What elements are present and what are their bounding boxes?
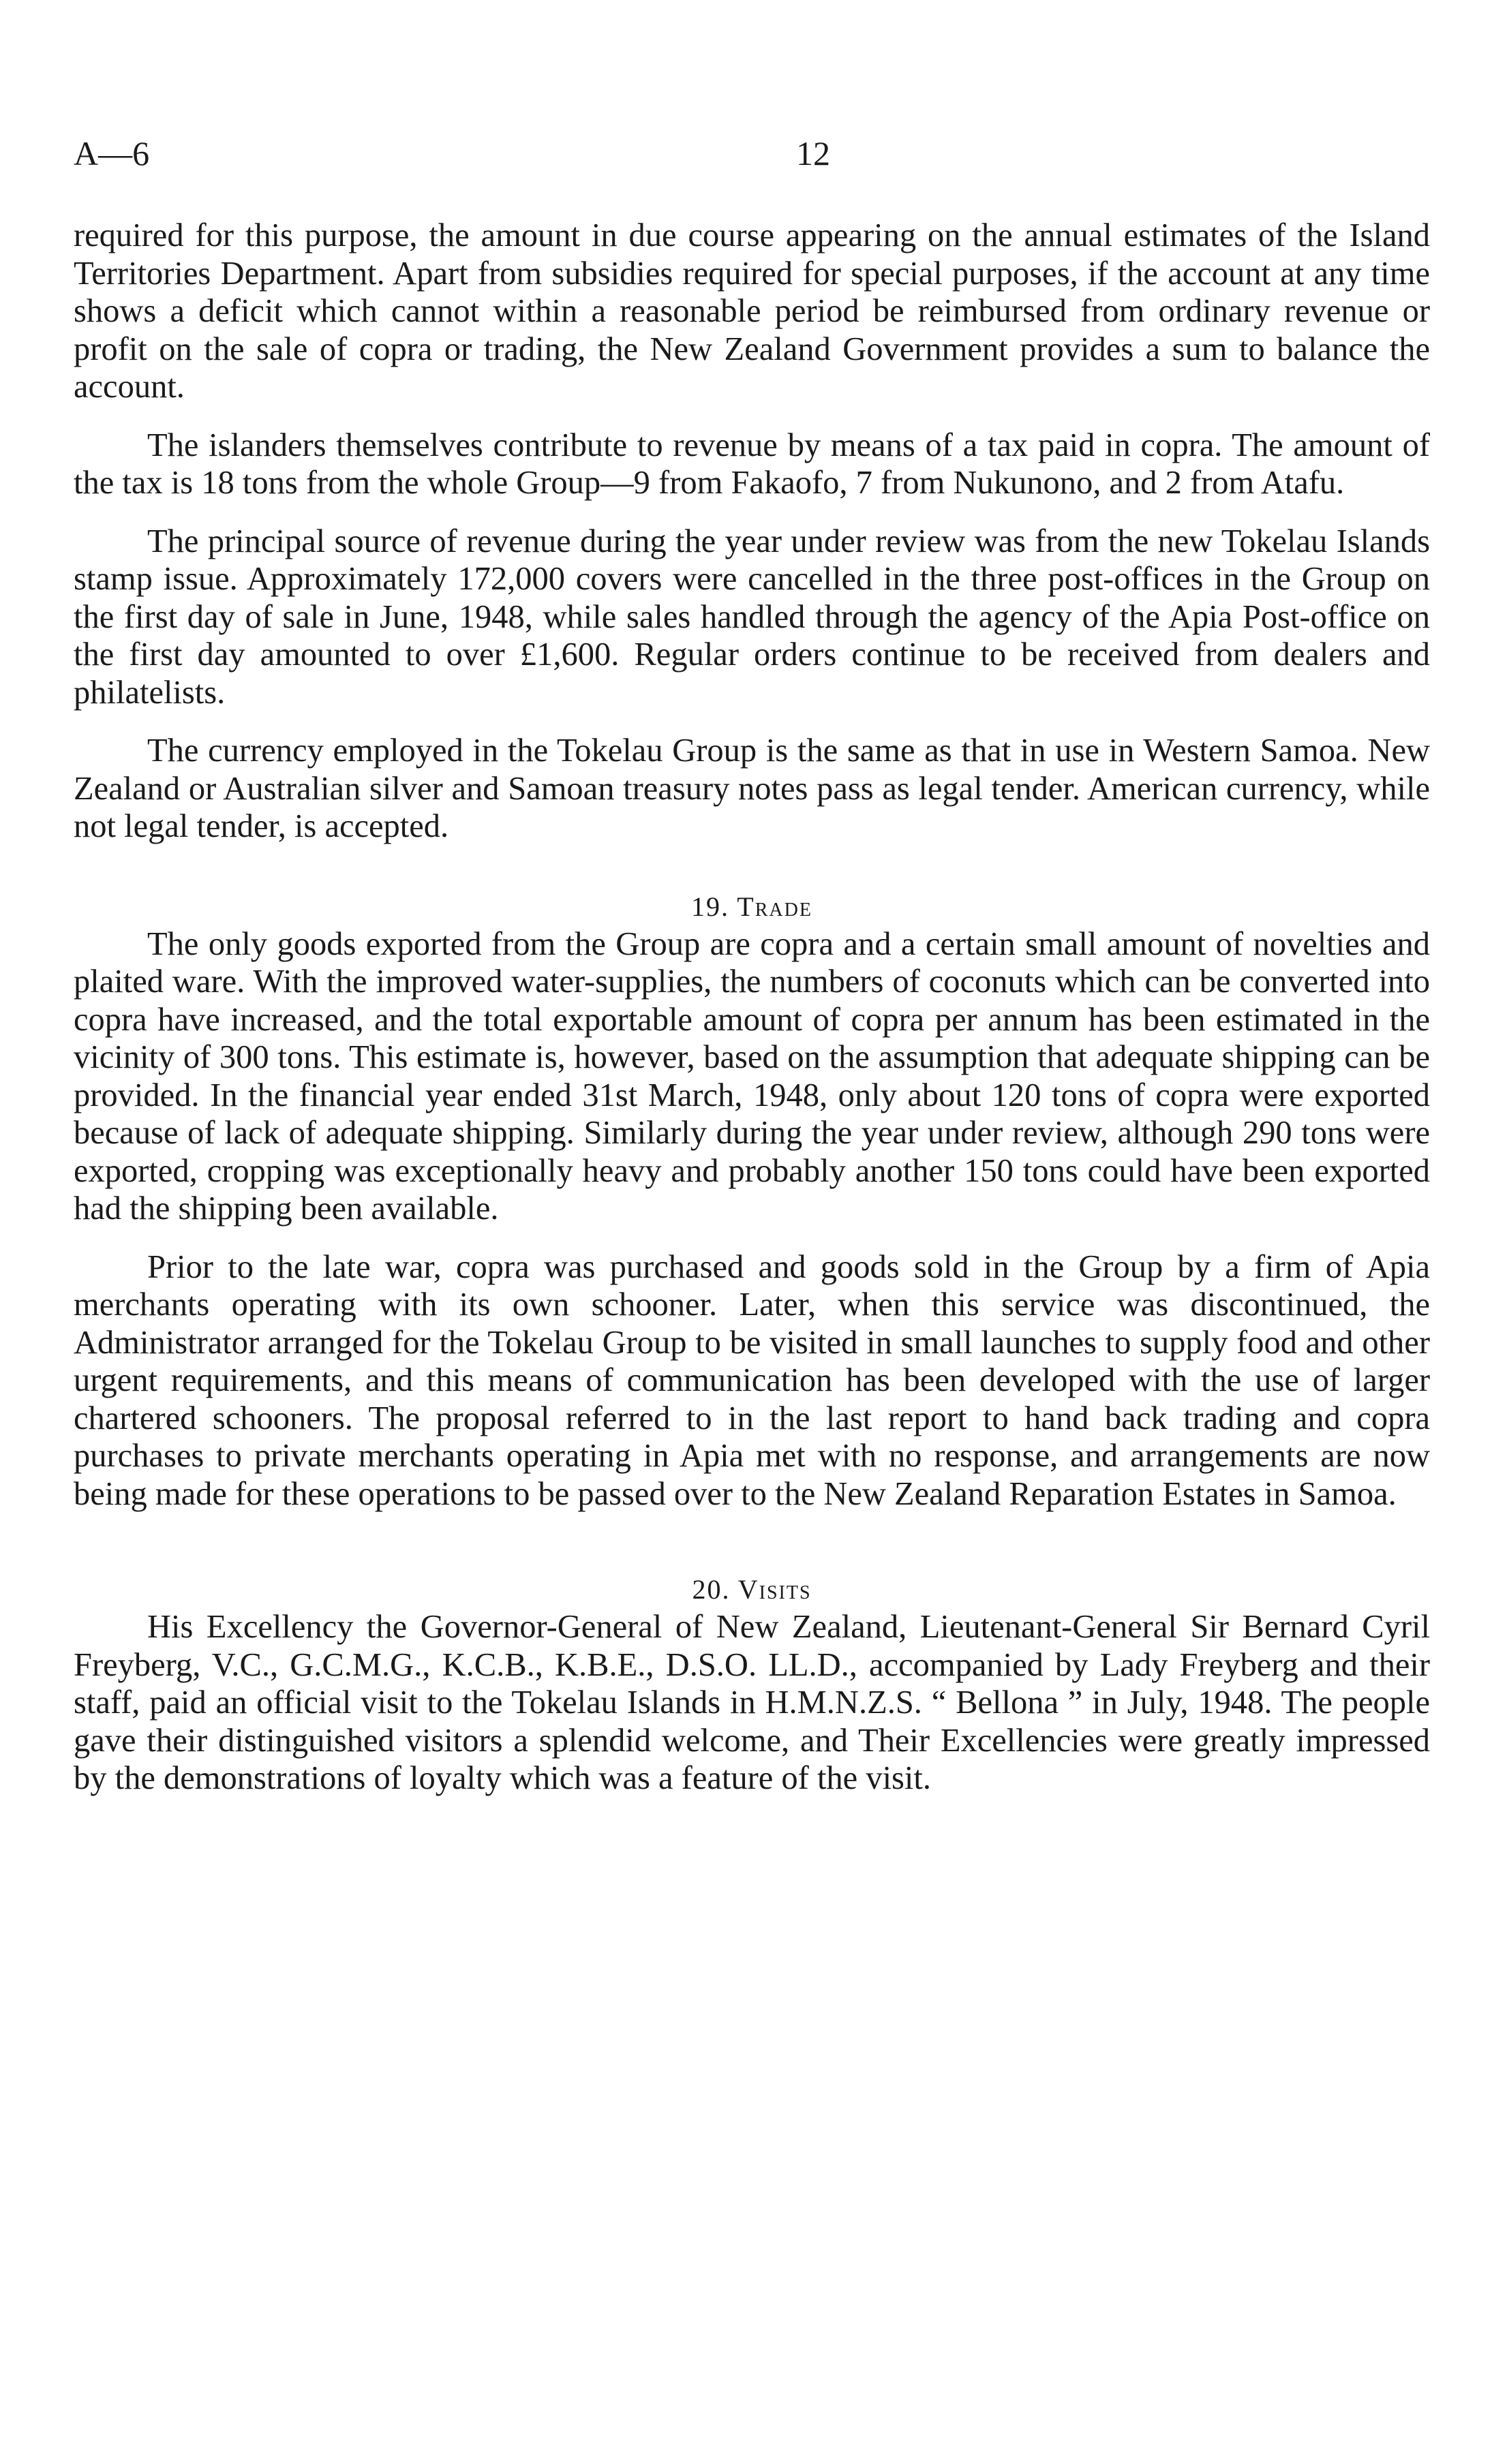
section-heading-visits: 20. Visits <box>692 1574 812 1605</box>
page-header <box>74 129 1423 177</box>
section-heading-trade: 19. Trade <box>691 891 812 922</box>
document-reference: A—6 <box>74 134 150 172</box>
paragraph-trade-exports: The only goods exported from the Group are copra and a certain small amount of novelties and plaited ware. With the improved water-supplies, the numbers of coconuts which can be converted into copra have increased, and the total exportable amount of copra per annum has been estimated in the vicinity of 300 tons. This estimate is, however, based on the assumption that adequate shipping can be provided. In the financial year ended 31st March, 1948, only about 120 tons of copra were exported because of lack of adequate shipping. Similarly during the year under review, although 290 tons were exported, cropping was exceptionally heavy and probably another 150 tons could have been exported had the shipping been available. <box>74 925 1430 1227</box>
body-text <box>74 217 1430 1818</box>
paragraph-trade-history: Prior to the late war, copra was purchased and goods sold in the Group by a firm of Apia merchants operating with its own schooner. Later, when this service was discontinued, the Administrator arranged for the Tokelau Group to be visited in small launches to supply food and other urgent requirements, and this means of communication has been developed with the use of larger chartered schooners. The proposal referred to in the last report to hand back trading and copra purchases to private merchants operating in Apia met with no response, and arrangements are now being made for these operations to be passed over to the New Zealand Reparation Estates in Samoa. <box>74 1248 1430 1512</box>
page-number: 12 <box>796 134 830 172</box>
paragraph-visits: His Excellency the Governor-General of New Zealand, Lieutenant-General Sir Bernard Cyril Freyberg, V.C., G.C.M.G., K.C.B., K.B.E., D.S.O. LL.D., accompanied by Lady Freyberg and their staff, paid an official visit to the Tokelau Islands in H.M.N.Z.S. “ Bellona ” in July, 1948. The people gave their distinguished visitors a splendid welcome, and Their Excellencies were greatly impressed by the demonstrations of loyalty which was a feature of the visit. <box>74 1609 1430 1796</box>
paragraph-copra-tax: The islanders themselves contribute to revenue by means of a tax paid in copra. The amount of the tax is 18 tons from the whole Group—9 from Fakaofo, 7 from Nukunono, and 2 from Atafu. <box>74 427 1430 501</box>
paragraph-continued: required for this purpose, the amount in due course appearing on the annual estimates of the Island Territories Department. Apart from subsidies required for special purposes, if the account at any time shows a deficit which cannot within a reasonable period be reimbursed from ordinary revenue or profit on the sale of copra or trading, the New Zealand Government provides a sum to balance the account. <box>74 217 1430 405</box>
paragraph-currency: The currency employed in the Tokelau Group is the same as that in use in Western Samoa. New Zealand or Australian silver and Samoan treasury notes pass as legal tender. American currency, while not legal tender, is accepted. <box>74 733 1430 844</box>
paragraph-stamp-revenue: The principal source of revenue during the year under review was from the new Tokelau Islands stamp issue. Approximately 172,000 covers were cancelled in the three post-offices in the Group on the first day of sale in June, 1948, while sales handled through the agency of the Apia Post-office on the first day amounted to over £1,600. Regular orders continue to be received from dealers and philatelists. <box>74 523 1430 711</box>
